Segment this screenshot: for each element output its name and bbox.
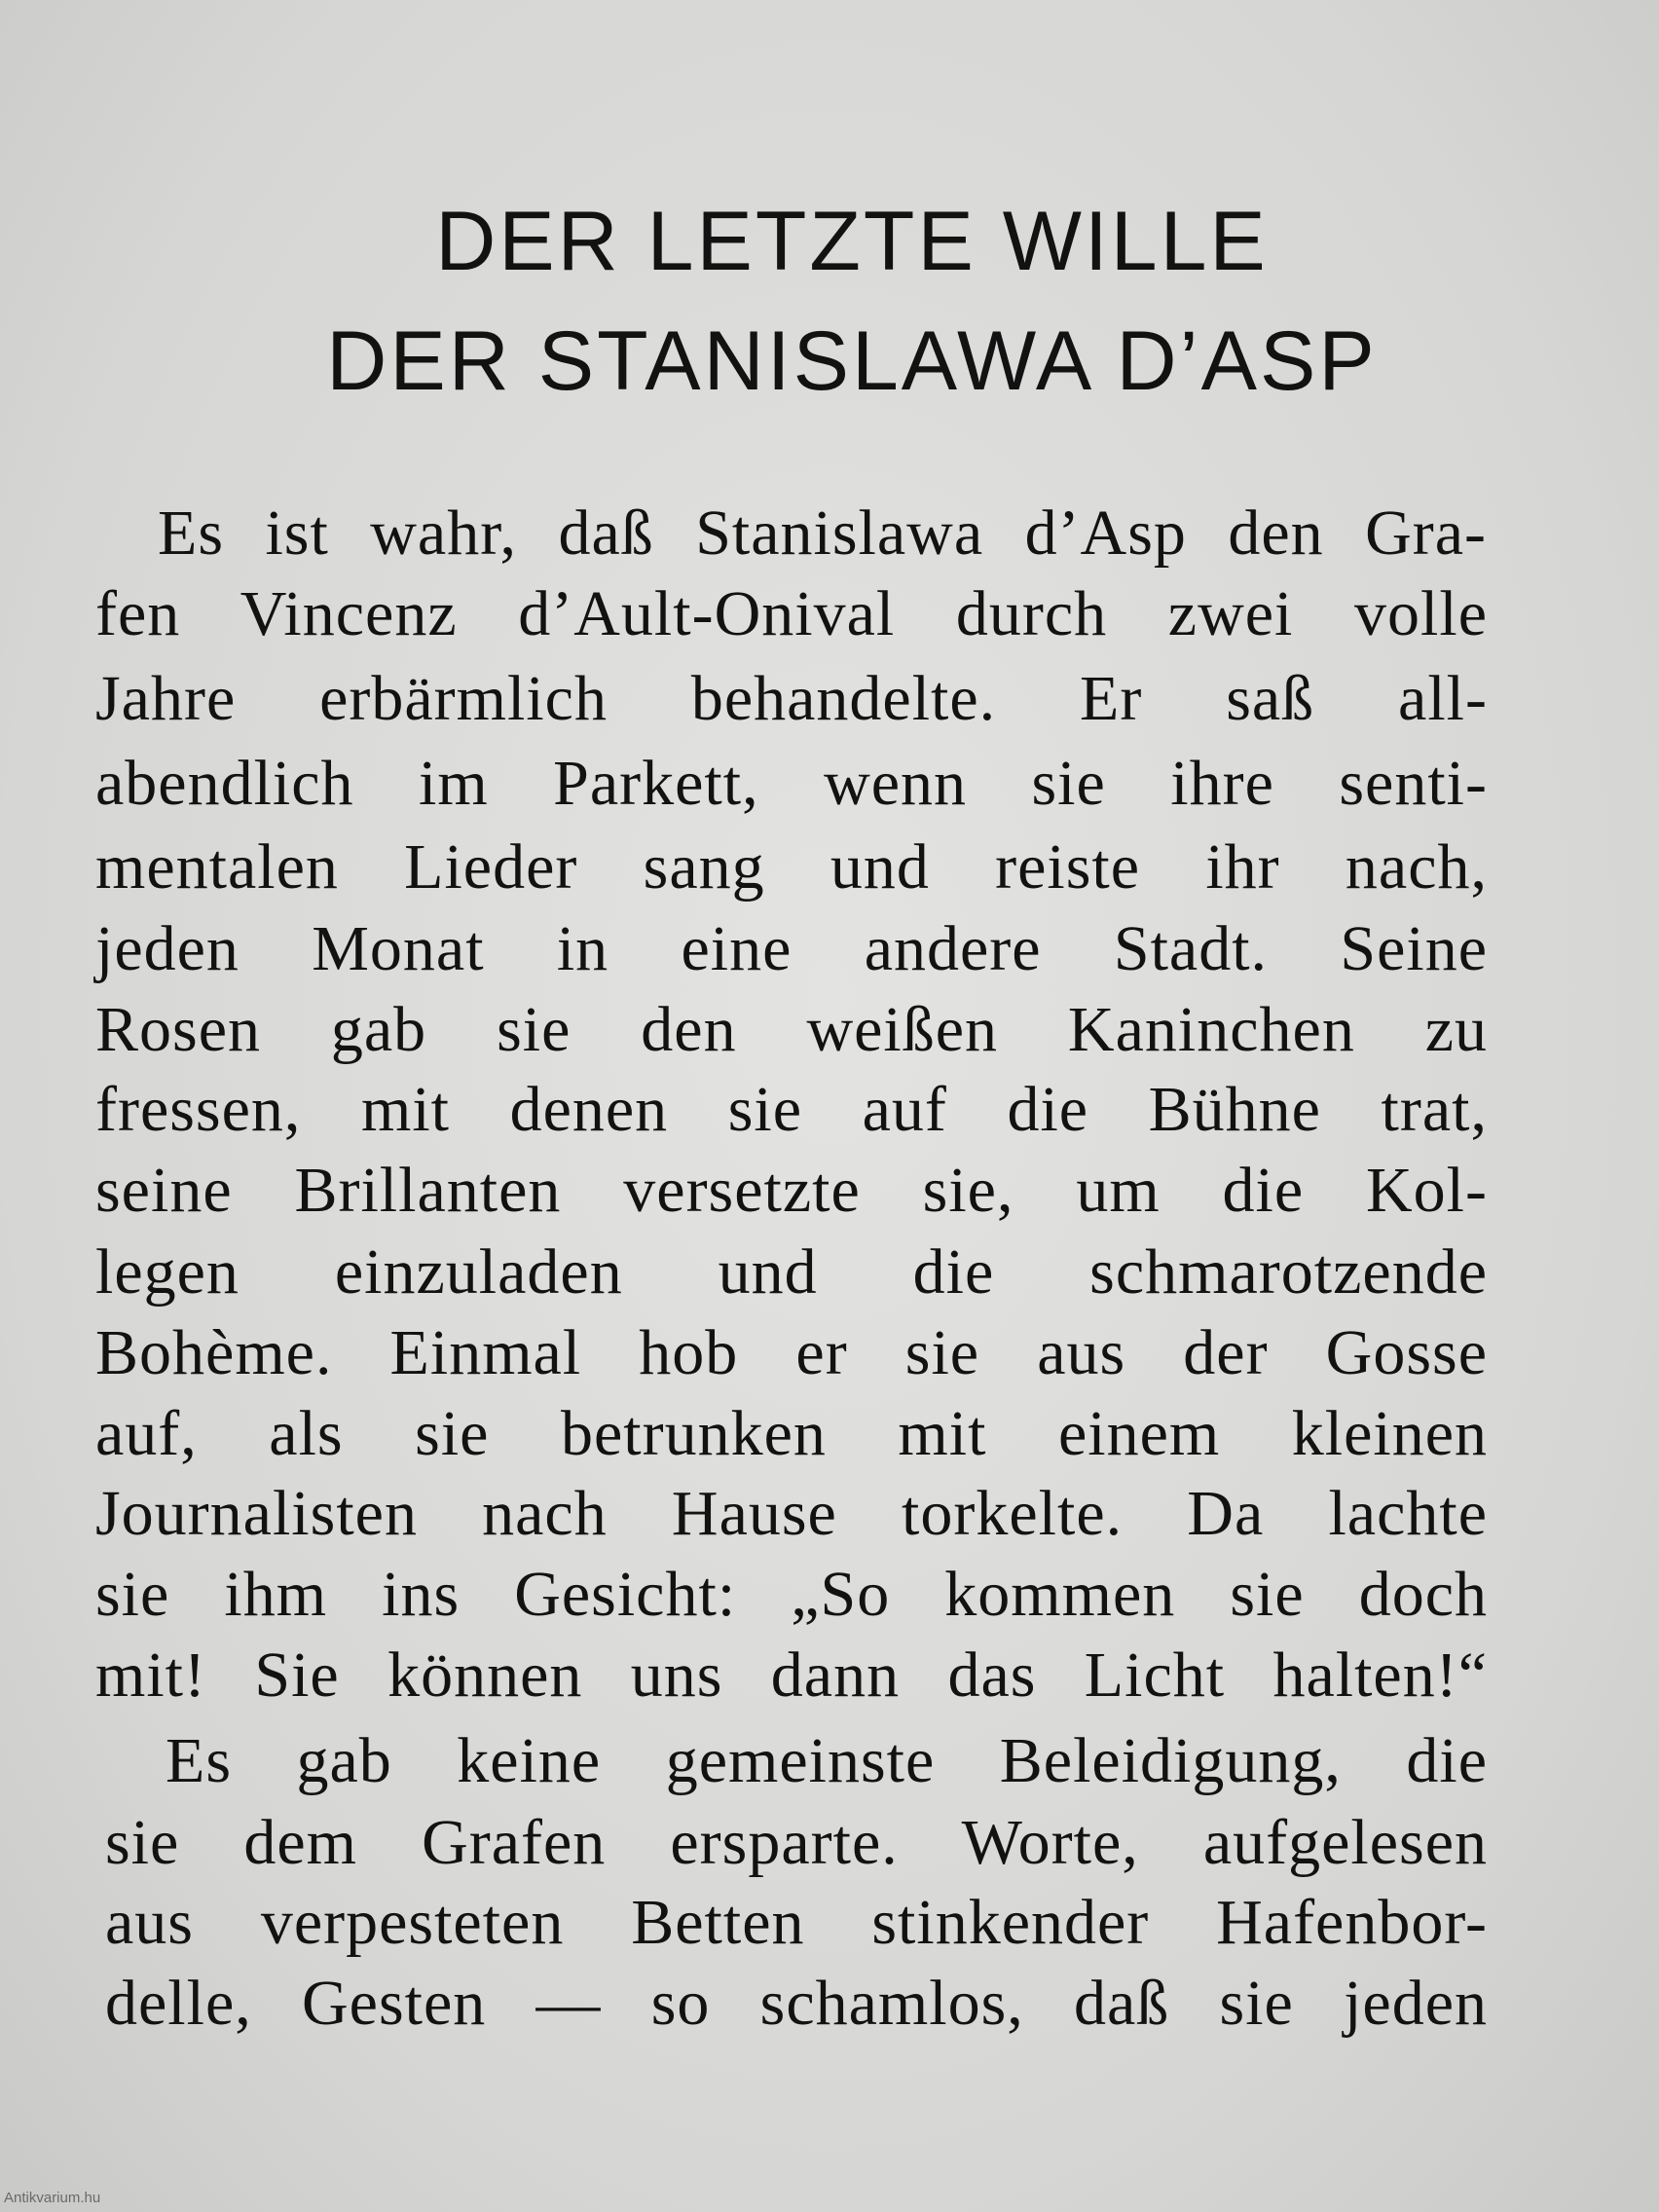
chapter-title-line-1: DER LETZTE WILLE (435, 195, 1269, 288)
text-line: Es gab keine gemeinste Beleidigung, die (166, 1725, 1488, 1796)
chapter-title-line-2: DER STANISLAWA D’ASP (326, 314, 1378, 408)
text-line: mit! Sie können uns dann das Licht halten!“ (95, 1640, 1488, 1711)
text-line: aus verpesteten Betten stinkender Hafenbor- (105, 1887, 1488, 1958)
text-line: fen Vincenz d’Ault-Onival durch zwei volle (95, 578, 1488, 649)
text-line: Rosen gab sie den weißen Kaninchen zu (95, 994, 1488, 1065)
text-line: delle, Gesten — so schamlos, daß sie jeden (105, 1968, 1488, 2039)
watermark: Antikvarium.hu (4, 2190, 101, 2206)
text-line: Jahre erbärmlich behandelte. Er saß all- (95, 663, 1488, 734)
text-line: Es ist wahr, daß Stanislawa d’Asp den Gra- (158, 498, 1487, 569)
text-line: legen einzuladen und die schmarotzende (95, 1236, 1488, 1308)
text-line: auf, als sie betrunken mit einem kleinen (95, 1398, 1488, 1469)
text-line: sie dem Grafen ersparte. Worte, aufgelesen (105, 1807, 1488, 1878)
text-line: fressen, mit denen sie auf die Bühne trat, (95, 1074, 1488, 1145)
text-line: abendlich im Parkett, wenn sie ihre senti- (95, 748, 1488, 819)
text-line: seine Brillanten versetzte sie, um die Kol- (95, 1155, 1488, 1226)
text-line: jeden Monat in eine andere Stadt. Seine (95, 913, 1488, 984)
text-line: Journalisten nach Hause torkelte. Da lachte (95, 1478, 1488, 1549)
text-line: mentalen Lieder sang und reiste ihr nach, (95, 831, 1488, 903)
text-line: sie ihm ins Gesicht: „So kommen sie doch (95, 1559, 1488, 1630)
text-line: Bohème. Einmal hob er sie aus der Gosse (95, 1317, 1488, 1388)
